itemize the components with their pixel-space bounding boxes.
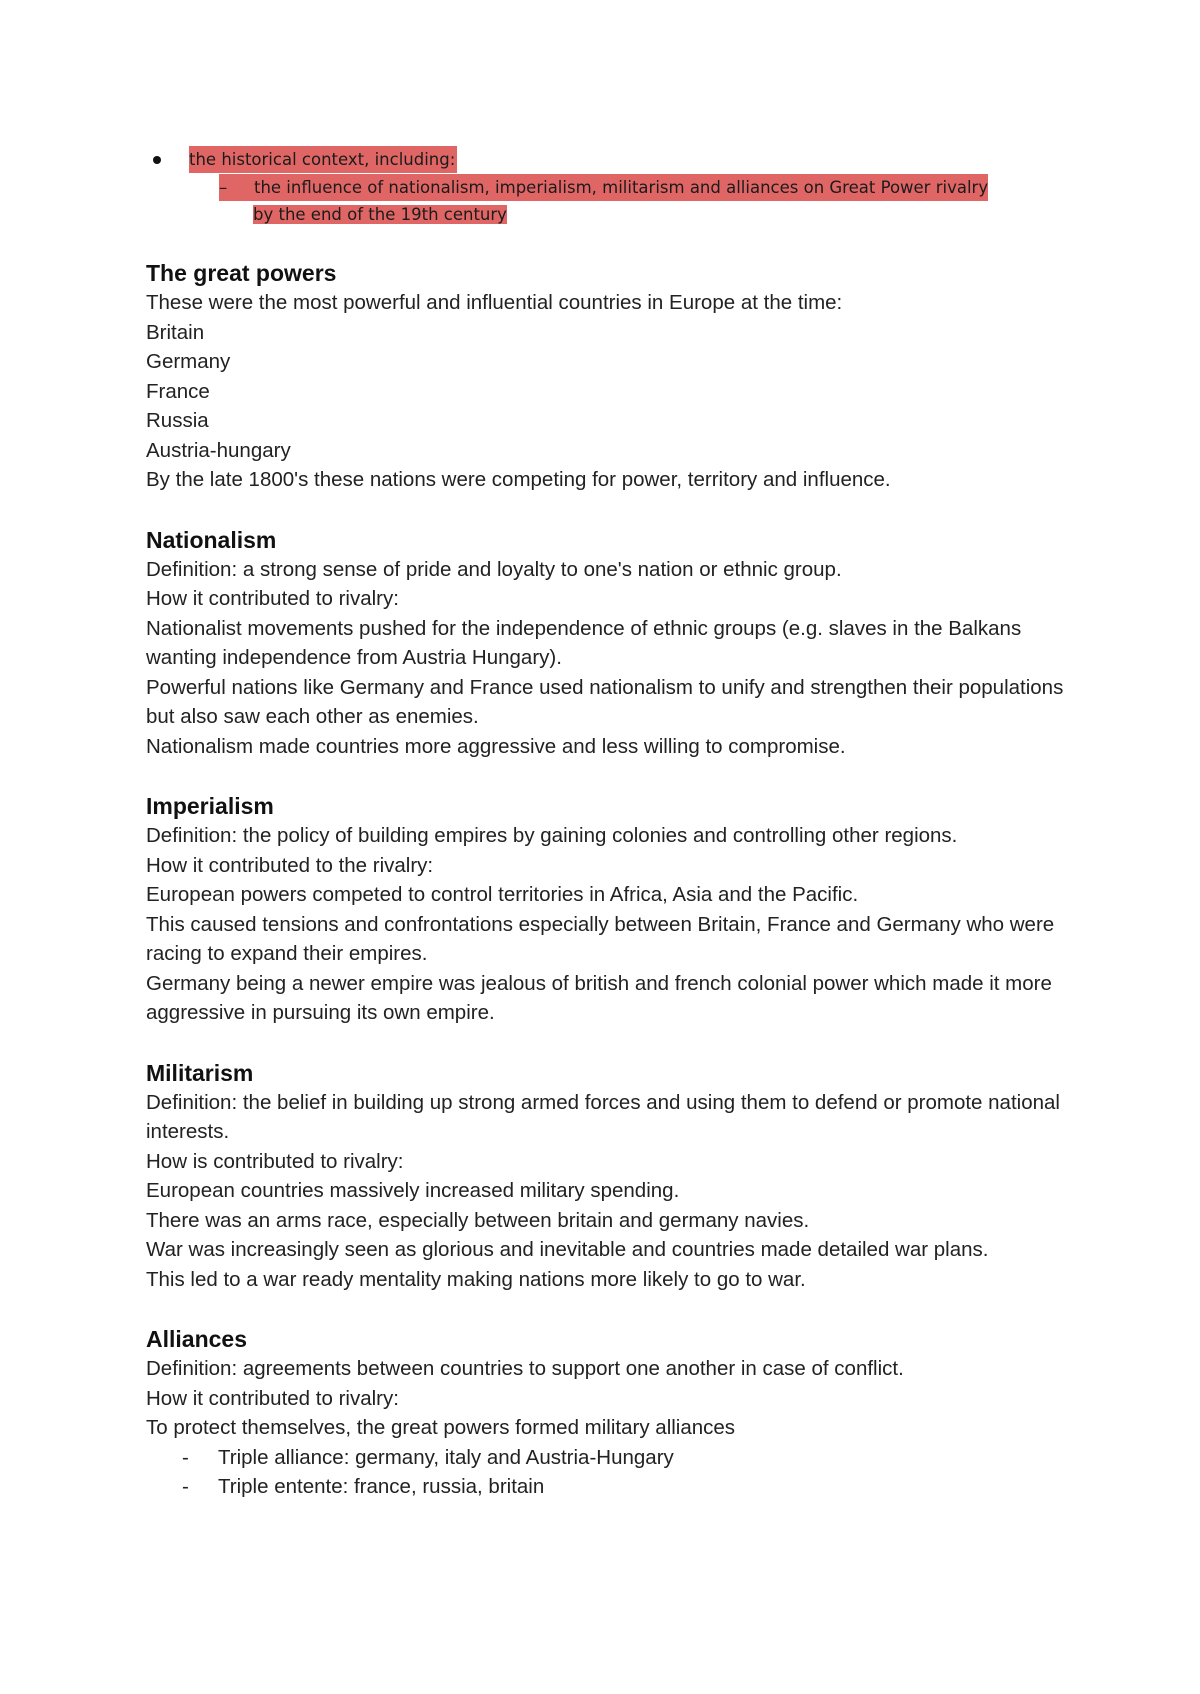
paragraph-line: Britain	[146, 320, 205, 344]
section-alliances	[146, 1324, 1076, 1502]
paragraph-line: Definition: agreements between countries to support one another in case of conflict.	[146, 1357, 904, 1380]
document-body	[146, 258, 1076, 1532]
alliances-list	[146, 1443, 1076, 1502]
paragraph-line: To protect themselves, the great powers formed military alliances	[146, 1416, 736, 1439]
paragraph-line: European countries massively increased military spending.	[146, 1179, 680, 1202]
outline-sub-text1: the influence of nationalism, imperialism, militarism and alliances on Great Power rivalry	[253, 178, 989, 197]
bullet-icon	[153, 156, 161, 164]
list-item	[182, 1443, 1076, 1473]
paragraph-line: War was increasingly seen as glorious and inevitable and countries made detailed war plans.	[146, 1238, 989, 1261]
dash-icon: –	[219, 178, 228, 197]
paragraph-line: There was an arms race, especially between britain and germany navies.	[146, 1208, 810, 1232]
paragraph-line: These were the most powerful and influential countries in Europe at the time:	[146, 291, 843, 314]
section-heading: Alliances	[146, 1326, 247, 1352]
section-nationalism	[146, 525, 1076, 762]
paragraph-line: By the late 1800's these nations were competing for power, territory and influence.	[146, 468, 891, 491]
paragraph-line: Definition: the belief in building up strong armed forces and using them to defend or promote national interests.	[146, 1090, 1060, 1143]
paragraph-line: This led to a war ready mentality making nations more likely to go to war.	[146, 1267, 806, 1291]
list-item-text: Triple alliance: germany, italy and Austria-Hungary	[218, 1445, 674, 1469]
section-imperialism	[146, 791, 1076, 1028]
paragraph-line: Germany	[146, 350, 231, 373]
paragraph-line: European powers competed to control territories in Africa, Asia and the Pacific.	[146, 883, 859, 906]
section-heading: Imperialism	[146, 793, 274, 819]
paragraph-line: Powerful nations like Germany and France used nationalism to unify and strengthen their populations but also saw each other as enemies.	[146, 675, 1064, 728]
paragraph-line: Nationalism made countries more aggressive and less willing to compromise.	[146, 734, 846, 758]
paragraph-line: Germany being a newer empire was jealous of british and french colonial power which made it more aggressive in pursuing its own empire.	[146, 971, 1052, 1024]
section-militarism	[146, 1058, 1076, 1295]
paragraph-line: How it contributed to the rivalry:	[146, 853, 434, 877]
paragraph-line: Russia	[146, 409, 209, 432]
list-item-text: Triple entente: france, russia, britain	[218, 1475, 545, 1498]
dash-icon: -	[182, 1445, 189, 1469]
outline-sub-line2-wrap	[253, 201, 507, 228]
dash-icon: -	[182, 1475, 189, 1498]
paragraph-line: How is contributed to rivalry:	[146, 1149, 404, 1173]
paragraph-line: Definition: the policy of building empires by gaining colonies and controlling other regions.	[146, 824, 958, 847]
outline-sub-text2: by the end of the 19th century	[253, 205, 507, 224]
paragraph-line: Nationalist movements pushed for the independence of ethnic groups (e.g. slaves in the Balkans wanting independence from Austria Hungary).	[146, 616, 1022, 669]
paragraph-line: France	[146, 379, 210, 403]
outline-bullet-row	[143, 146, 457, 173]
paragraph-line: Austria-hungary	[146, 438, 291, 462]
section-heading: The great powers	[146, 260, 337, 286]
outline-sub-line1	[219, 174, 988, 201]
section-great-powers	[146, 258, 1076, 495]
paragraph-line: This caused tensions and confrontations especially between Britain, France and Germany who were racing to expand their empires.	[146, 912, 1055, 965]
paragraph-line: How it contributed to rivalry:	[146, 587, 399, 610]
section-heading: Militarism	[146, 1059, 254, 1086]
paragraph-line: Definition: a strong sense of pride and loyalty to one's nation or ethnic group.	[146, 557, 842, 581]
paragraph-line: How it contributed to rivalry:	[146, 1386, 399, 1410]
outline-bullet-text: the historical context, including:	[189, 146, 457, 173]
list-item	[182, 1472, 1076, 1502]
section-heading: Nationalism	[146, 526, 277, 553]
